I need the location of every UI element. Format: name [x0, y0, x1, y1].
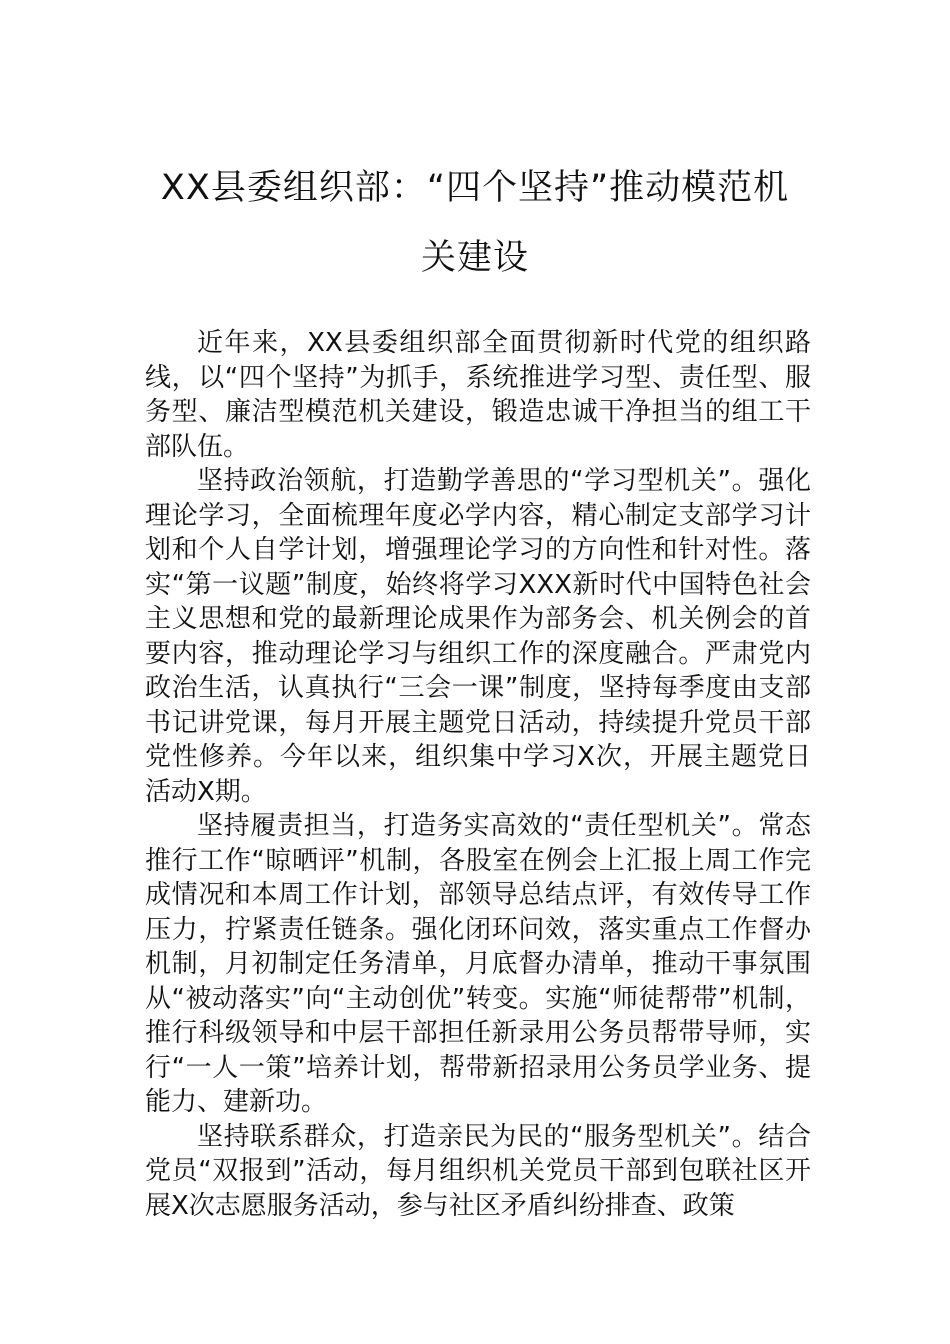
paragraph-intro: 近年来，XX县委组织部全面贯彻新时代党的组织路线，以“四个坚持”为抓手，系统推进学习型、责任型、服务型、廉洁型模范机关建设，锻造忠诚干净担当的组工干部队伍。 — [145, 328, 811, 462]
paragraph-responsibility-organ: 坚持履责担当，打造务实高效的“责任型机关”。常态推行工作“晾晒评”机制，各股室在例会上汇报上周工作完成情况和本周工作计划，部领导总结点评，有效传导工作压力，拧紧责任链条。强化闭环问效，落实重点工作督办机制，月初制定任务清单，月底督办清单，推动干事氛围从“被动落实”向“主动创优”转变。实施“师徒帮带”机制，推行科级领导和中层干部担任新录用公务员帮带导师，实行“一人一策”培养计划，帮带新招录用公务员学业务、提能力、建新功。 — [145, 811, 811, 1117]
paragraph-service-organ: 坚持联系群众，打造亲民为民的“服务型机关”。结合党员“双报到”活动，每月组织机关党员干部到包联社区开展X次志愿服务活动，参与社区矛盾纠纷排查、政策 — [145, 1121, 811, 1221]
paragraph-learning-organ: 坚持政治领航，打造勤学善思的“学习型机关”。强化理论学习，全面梳理年度必学内容，精心制定支部学习计划和个人自学计划，增强理论学习的方向性和针对性。落实“第一议题”制度，始终将学习XXX新时代中国特色社会主义思想和党的最新理论成果作为部务会、机关例会的首要内容，推动理论学习与组织工作的深度融合。严肃党内政治生活，认真执行“三会一课”制度，坚持每季度由支部书记讲党课，每月开展主题党日活动，持续提升党员干部党性修养。今年以来，组织集中学习X次，开展主题党日活动X期。 — [145, 466, 811, 807]
document-title-line-2: 关建设 — [420, 238, 529, 278]
document-title-line-1: XX县委组织部：“四个坚持”推动模范机 — [160, 168, 790, 208]
document-body — [145, 326, 811, 1223]
